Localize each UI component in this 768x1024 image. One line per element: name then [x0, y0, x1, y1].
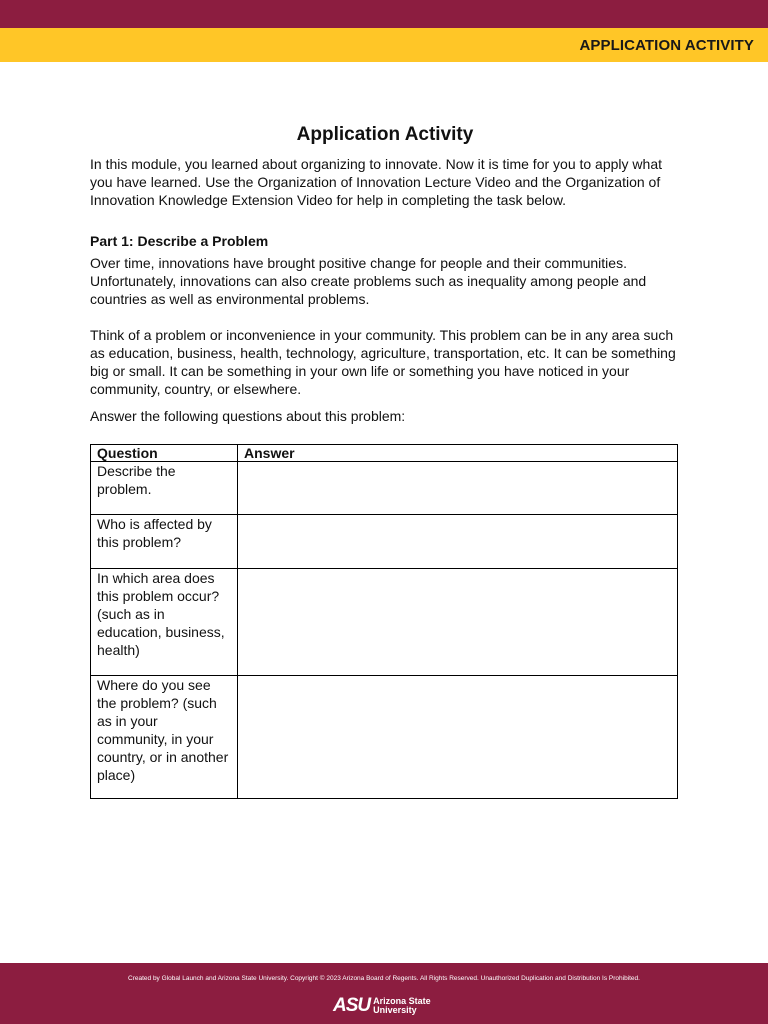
- answer-cell[interactable]: [238, 462, 678, 515]
- intro-paragraph: In this module, you learned about organizing to innovate. Now it is time for you to apply what you have learned. Use the Organization of Innovation Lecture Video and the Organization of Innovation Knowledge Extension Video for help in completing the task below.: [90, 156, 662, 208]
- part1-heading: Part 1: Describe a Problem: [90, 233, 269, 249]
- table-row: [91, 676, 678, 799]
- column-header-answer: Answer: [238, 445, 678, 462]
- answer-cell[interactable]: [238, 676, 678, 799]
- asu-logo-line2: University: [373, 1004, 417, 1015]
- part1-paragraph-1: Over time, innovations have brought positive change for people and their communities. Unfortunately, innovations can also create problems such as inequality among people and countries as well as environmental problems.: [90, 255, 647, 307]
- asu-logo-line1: Arizona State: [373, 995, 431, 1006]
- table-row: [91, 515, 678, 569]
- document-body: [90, 124, 680, 799]
- answer-cell[interactable]: [238, 515, 678, 569]
- table-row: [91, 462, 678, 515]
- footer: [0, 963, 768, 1024]
- question-cell: In which area does this problem occur? (such as in education, business, health): [91, 569, 238, 676]
- table-header-row: [91, 445, 678, 462]
- part1-paragraph-2: Think of a problem or inconvenience in your community. This problem can be in any area such as education, business, health, technology, agriculture, transportation, etc. It can be something big or small. It can be something in your own life or something you have noticed in your community, country, or elsewhere.: [90, 327, 676, 397]
- part1-paragraph-3: Answer the following questions about this problem:: [90, 408, 406, 424]
- top-maroon-band: [0, 0, 768, 28]
- column-header-question: Question: [91, 445, 238, 462]
- table-row: [91, 569, 678, 676]
- page-title: Application Activity: [296, 124, 474, 145]
- question-cell: Where do you see the problem? (such as in your community, in your country, or in another place): [91, 676, 238, 799]
- asu-logo-mark: ASU: [333, 995, 371, 1016]
- question-cell: Who is affected by this problem?: [91, 515, 238, 569]
- asu-logo-text: [373, 997, 431, 1015]
- question-cell: Describe the problem.: [91, 462, 238, 515]
- question-answer-table: [90, 444, 678, 799]
- footer-copyright: Created by Global Launch and Arizona State University. Copyright © 2023 Arizona Board of Regents. All Rights Reserved. Unauthorized Duplication and Distribution Is Prohibited.: [128, 975, 640, 982]
- header-band: [0, 28, 768, 62]
- answer-cell[interactable]: [238, 569, 678, 676]
- header-label: APPLICATION ACTIVITY: [579, 36, 754, 54]
- asu-logo: [333, 996, 431, 1015]
